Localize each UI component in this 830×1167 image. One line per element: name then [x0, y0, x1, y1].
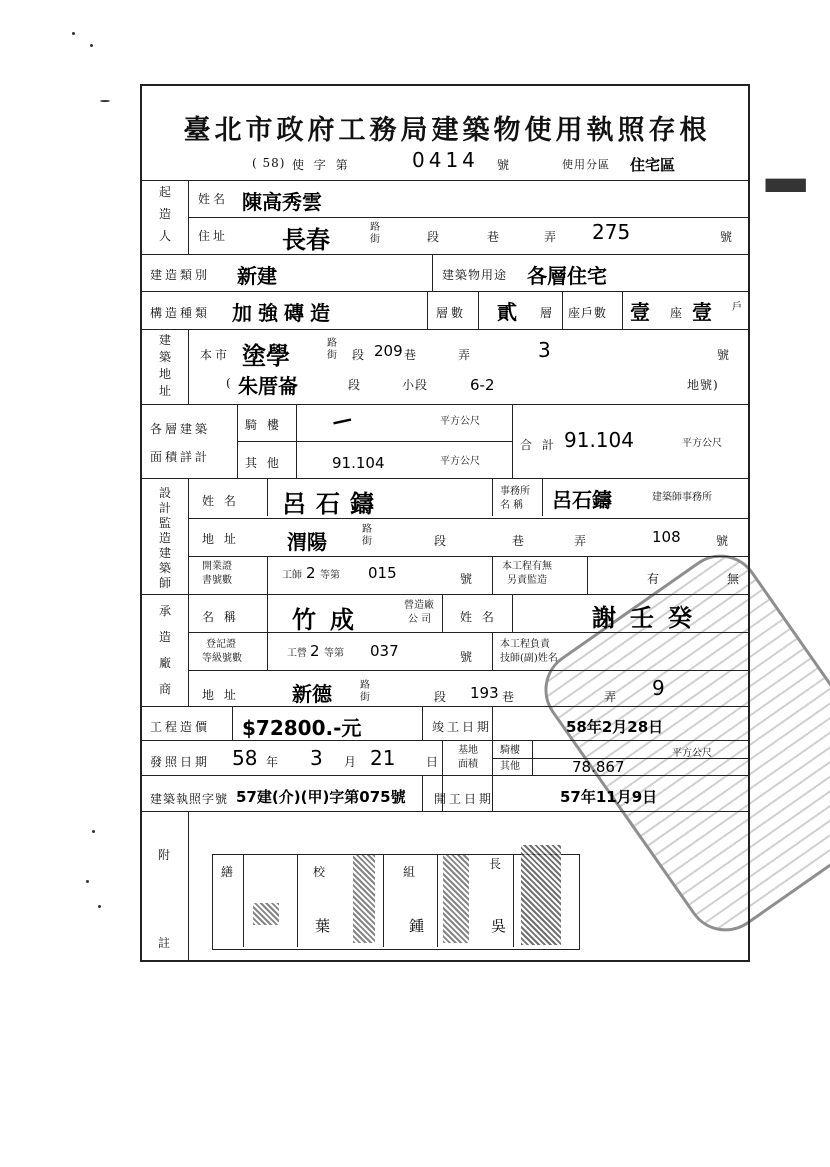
- rule: [622, 291, 623, 329]
- cert-word: 等第: [320, 570, 340, 581]
- supervise-value-2: 無: [727, 572, 743, 586]
- section-word: 段: [427, 230, 443, 244]
- zone-value: 住宅區: [630, 156, 676, 174]
- rule: [512, 594, 513, 632]
- contractor-road-label: 路: [360, 680, 370, 691]
- floors-value: 貳: [497, 300, 517, 324]
- rule: [296, 404, 297, 478]
- applicant-address-label: 住址: [198, 229, 229, 243]
- site-road: 塗學: [242, 342, 290, 370]
- edge-document-fragment: ▌: [765, 179, 805, 206]
- rule: [188, 217, 748, 218]
- cert-label-2: 書號數: [202, 575, 232, 586]
- permit-label: 建築執照字號: [150, 792, 229, 806]
- form-title: 臺北市政府工務局建築物使用執照存根: [183, 115, 711, 146]
- remarks-label-bottom: 註: [158, 936, 174, 950]
- contractor-type-2: 公 司: [408, 614, 432, 625]
- lane-word: 巷: [487, 230, 503, 244]
- architect-label-2: 計: [158, 501, 171, 515]
- architect-label-4: 造: [158, 531, 171, 545]
- base-arcade-label: 騎樓: [500, 745, 520, 756]
- rule: [142, 291, 748, 292]
- issue-label: 發照日期: [150, 755, 211, 769]
- sub-section-word: 小段: [402, 378, 429, 392]
- reg-word: 等第: [324, 648, 344, 659]
- contractor-type-1: 營造廠: [404, 600, 434, 611]
- rule: [427, 291, 428, 329]
- site-city: 本市: [200, 348, 231, 362]
- license-form: [140, 84, 750, 962]
- reg-suffix: 號: [460, 650, 476, 664]
- rule: [142, 404, 748, 405]
- scan-speck: [92, 830, 95, 833]
- lot-number: 6-2: [470, 376, 495, 394]
- cost-label: 工程造價: [150, 720, 211, 734]
- architect-label-1: 設: [158, 486, 171, 500]
- lot-word: 地號): [687, 378, 719, 392]
- rule: [267, 594, 268, 632]
- architect-alley-word: 弄: [574, 534, 590, 548]
- building-use-label: 建築物用途: [442, 268, 508, 282]
- units-household-unit: 戶: [732, 302, 745, 313]
- reg-number: 037: [370, 642, 399, 660]
- word-label: 使 字 第: [292, 158, 351, 172]
- tech-label-2: 技師(副)姓名: [500, 653, 558, 664]
- architect-section-word: 段: [434, 534, 450, 548]
- area-label-1: 各層建築: [150, 422, 211, 436]
- rule: [188, 329, 189, 404]
- architect-label-6: 築: [158, 561, 171, 575]
- completion-value: 58年2月28日: [566, 718, 664, 736]
- tech-label-1: 本工程負責: [500, 639, 550, 650]
- contractor-road: 新德: [292, 682, 332, 706]
- contractor-name-label: 名 稱: [202, 610, 239, 624]
- rule: [142, 180, 748, 181]
- reg-label-2: 等級號數: [202, 653, 242, 664]
- completion-label: 竣工日期: [432, 720, 493, 734]
- site-lane: 209: [374, 342, 403, 360]
- contractor-lane-word: 巷: [502, 690, 518, 704]
- rule: [442, 594, 443, 632]
- total-area-value: 91.104: [564, 428, 634, 452]
- architect-lane-word: 巷: [512, 534, 528, 548]
- contractor-person-label: 姓 名: [460, 610, 497, 624]
- office-label-1: 事務所: [500, 486, 530, 497]
- cert-grade: 2: [306, 564, 316, 582]
- architect-road-label: 路: [362, 524, 372, 535]
- supervise-label-1: 本工程有無: [502, 561, 552, 572]
- rule: [532, 740, 533, 776]
- rule: [437, 855, 438, 947]
- office-label-2: 名 稱: [500, 500, 524, 511]
- site-label-1: 建: [158, 333, 171, 347]
- site-label-4: 址: [158, 384, 171, 398]
- cost-value: $72800.-元: [242, 716, 362, 740]
- rule: [142, 254, 748, 255]
- units-household: 壹: [692, 300, 712, 324]
- rule: [237, 404, 238, 478]
- base-label-1: 基地: [458, 745, 478, 756]
- rule: [142, 811, 748, 812]
- units-label: 座戶數: [568, 306, 608, 320]
- cert-label-1: 開業證: [202, 561, 232, 572]
- reg-grade: 2: [310, 642, 320, 660]
- rule: [237, 441, 512, 442]
- year-code: ( 58): [252, 156, 286, 170]
- rule: [142, 775, 748, 776]
- other-area-label: 其 他: [245, 456, 282, 470]
- rule: [267, 556, 268, 594]
- site-street-label: 街: [327, 350, 337, 361]
- contractor-label-2: 造: [158, 630, 171, 644]
- land-section: 朱厝崙: [238, 374, 298, 398]
- arcade-label: 騎 樓: [245, 418, 282, 432]
- rule: [422, 706, 423, 740]
- reg-prefix: 工營: [287, 648, 307, 659]
- rule: [512, 404, 513, 478]
- rule: [142, 329, 748, 330]
- site-section-word: 段: [352, 348, 368, 362]
- stamp-label-3: 組: [403, 865, 419, 879]
- structure-type: 加強磚造: [232, 301, 336, 325]
- rule: [243, 855, 244, 947]
- street-label: 街: [370, 234, 380, 245]
- contractor-alley-word: 弄: [604, 690, 620, 704]
- rule: [492, 556, 493, 594]
- rule: [587, 556, 588, 594]
- units-building-unit: 座: [670, 306, 686, 320]
- stamp-name-2: 鍾: [409, 917, 425, 935]
- license-number: 0414: [412, 148, 479, 172]
- site-label-2: 築: [158, 350, 171, 364]
- issue-month-word: 月: [344, 755, 360, 769]
- architect-label-7: 師: [158, 576, 171, 590]
- applicant-road: 長春: [282, 226, 330, 254]
- contractor-alley: 9: [652, 676, 665, 700]
- road-label: 路: [370, 222, 380, 233]
- stamp-label-1: 繕: [221, 865, 237, 879]
- office-suffix: 建築師事務所: [652, 492, 712, 503]
- contractor-label-1: 承: [158, 604, 171, 618]
- issue-year-word: 年: [266, 755, 282, 769]
- applicant-number: 275: [592, 220, 631, 244]
- applicant-name: 陳高秀雲: [242, 190, 322, 214]
- rule: [188, 811, 189, 961]
- architect-name-label: 姓 名: [202, 494, 239, 508]
- seal-mark: [521, 845, 561, 945]
- rule: [188, 670, 748, 671]
- units-building: 壹: [630, 300, 650, 324]
- number-suffix: 號: [497, 158, 513, 172]
- contractor-lane: 193: [470, 684, 499, 702]
- land-section-word: 段: [348, 378, 364, 392]
- rule: [492, 706, 493, 740]
- cert-suffix: 號: [460, 572, 476, 586]
- site-number-word: 號: [717, 348, 733, 362]
- contractor-address-label: 地 址: [202, 688, 239, 702]
- architect-road: 渭陽: [287, 530, 327, 554]
- site-alley: 3: [538, 338, 551, 362]
- site-alley-word: 弄: [458, 348, 474, 362]
- issue-day-word: 日: [426, 755, 442, 769]
- rule: [297, 855, 298, 947]
- supervise-label-2: 另責監造: [507, 575, 547, 586]
- arcade-value: —: [329, 406, 355, 434]
- office-name: 呂石鑄: [552, 488, 612, 512]
- seal-mark: [443, 855, 469, 943]
- rule: [142, 594, 748, 595]
- alley-word: 弄: [544, 230, 560, 244]
- zone-label: 使用分區: [562, 158, 610, 171]
- stamp-name-3: 吳: [491, 917, 507, 935]
- base-unit: 平方公尺: [672, 748, 712, 759]
- site-road-label: 路: [327, 338, 337, 349]
- base-other-value: 78.867: [572, 758, 625, 776]
- scan-speck: [90, 44, 93, 47]
- applicant-label-3: 人: [158, 229, 171, 243]
- scan-speck: [86, 880, 89, 883]
- supervise-value-1: 有: [647, 572, 663, 586]
- remarks-label-top: 附: [158, 848, 174, 862]
- rule: [492, 478, 493, 516]
- rule: [142, 478, 748, 479]
- contractor-label-4: 商: [158, 682, 171, 696]
- applicant-name-label: 姓名: [198, 192, 229, 206]
- rule: [232, 706, 233, 740]
- total-area-label: 合 計: [520, 438, 557, 452]
- issue-year: 58: [232, 746, 258, 770]
- contractor-label-3: 廠: [158, 656, 171, 670]
- architect-label-5: 建: [158, 546, 171, 560]
- architect-name: 呂石鑄: [282, 490, 384, 518]
- scan-speck: [100, 100, 110, 102]
- cert-number: 015: [368, 564, 397, 582]
- start-value: 57年11月9日: [560, 788, 658, 806]
- base-other-label: 其他: [500, 761, 520, 772]
- applicant-label-2: 造: [158, 207, 171, 221]
- architect-number-word: 號: [716, 534, 732, 548]
- rule: [142, 740, 748, 741]
- construction-type-label: 建造類別: [150, 268, 211, 282]
- reg-label-1: 登記證: [206, 639, 236, 650]
- structure-label: 構造種類: [150, 306, 211, 320]
- base-label-2: 面積: [458, 759, 478, 770]
- rule: [188, 180, 189, 254]
- contractor-street-label: 街: [360, 692, 370, 703]
- rule: [188, 556, 748, 557]
- paren-open: (: [226, 376, 234, 390]
- architect-label-3: 監: [158, 516, 171, 530]
- architect-number: 108: [652, 528, 681, 546]
- stamp-label-2: 校: [313, 865, 329, 879]
- other-area-unit: 平方公尺: [440, 456, 480, 467]
- other-area-value: 91.104: [332, 454, 385, 472]
- applicant-label-1: 起: [158, 185, 171, 199]
- rule: [492, 740, 493, 776]
- start-label: 開工日期: [434, 792, 495, 806]
- permit-value: 57建(介)(甲)字第075號: [236, 788, 406, 806]
- rule: [562, 291, 563, 329]
- arcade-unit: 平方公尺: [440, 416, 480, 427]
- seal-mark: [253, 903, 279, 925]
- rule: [422, 775, 423, 811]
- site-label-3: 地: [158, 367, 171, 381]
- issue-day: 21: [370, 746, 396, 770]
- site-lane-word: 巷: [404, 348, 420, 362]
- rule: [513, 855, 514, 947]
- rule: [267, 632, 268, 670]
- cert-prefix: 工師: [282, 570, 302, 581]
- building-use: 各層住宅: [527, 264, 607, 288]
- rule: [383, 855, 384, 947]
- number-word: 號: [720, 230, 736, 244]
- architect-address-label: 地 址: [202, 532, 239, 546]
- seal-mark: [353, 855, 375, 943]
- contractor-name: 竹成: [292, 606, 368, 634]
- floors-label: 層數: [436, 306, 467, 320]
- floors-unit: 層: [540, 306, 556, 320]
- area-label-2: 面積詳計: [150, 450, 211, 464]
- total-area-unit: 平方公尺: [682, 438, 722, 449]
- approval-stamp-block: [212, 854, 580, 950]
- stamp-name-1: 葉: [315, 917, 331, 935]
- scan-speck: [72, 32, 75, 35]
- contractor-section-word: 段: [434, 690, 450, 704]
- scan-speck: [98, 905, 101, 908]
- issue-month: 3: [310, 746, 323, 770]
- construction-type: 新建: [237, 264, 277, 288]
- architect-street-label: 街: [362, 536, 372, 547]
- rule: [492, 632, 493, 670]
- rule: [542, 478, 543, 516]
- rule: [478, 291, 479, 329]
- contractor-person: 謝壬癸: [592, 604, 706, 632]
- rule: [188, 518, 748, 519]
- stamp-label-4: 長: [489, 857, 505, 871]
- rule: [432, 254, 433, 292]
- rule: [188, 478, 189, 706]
- rule: [267, 478, 268, 516]
